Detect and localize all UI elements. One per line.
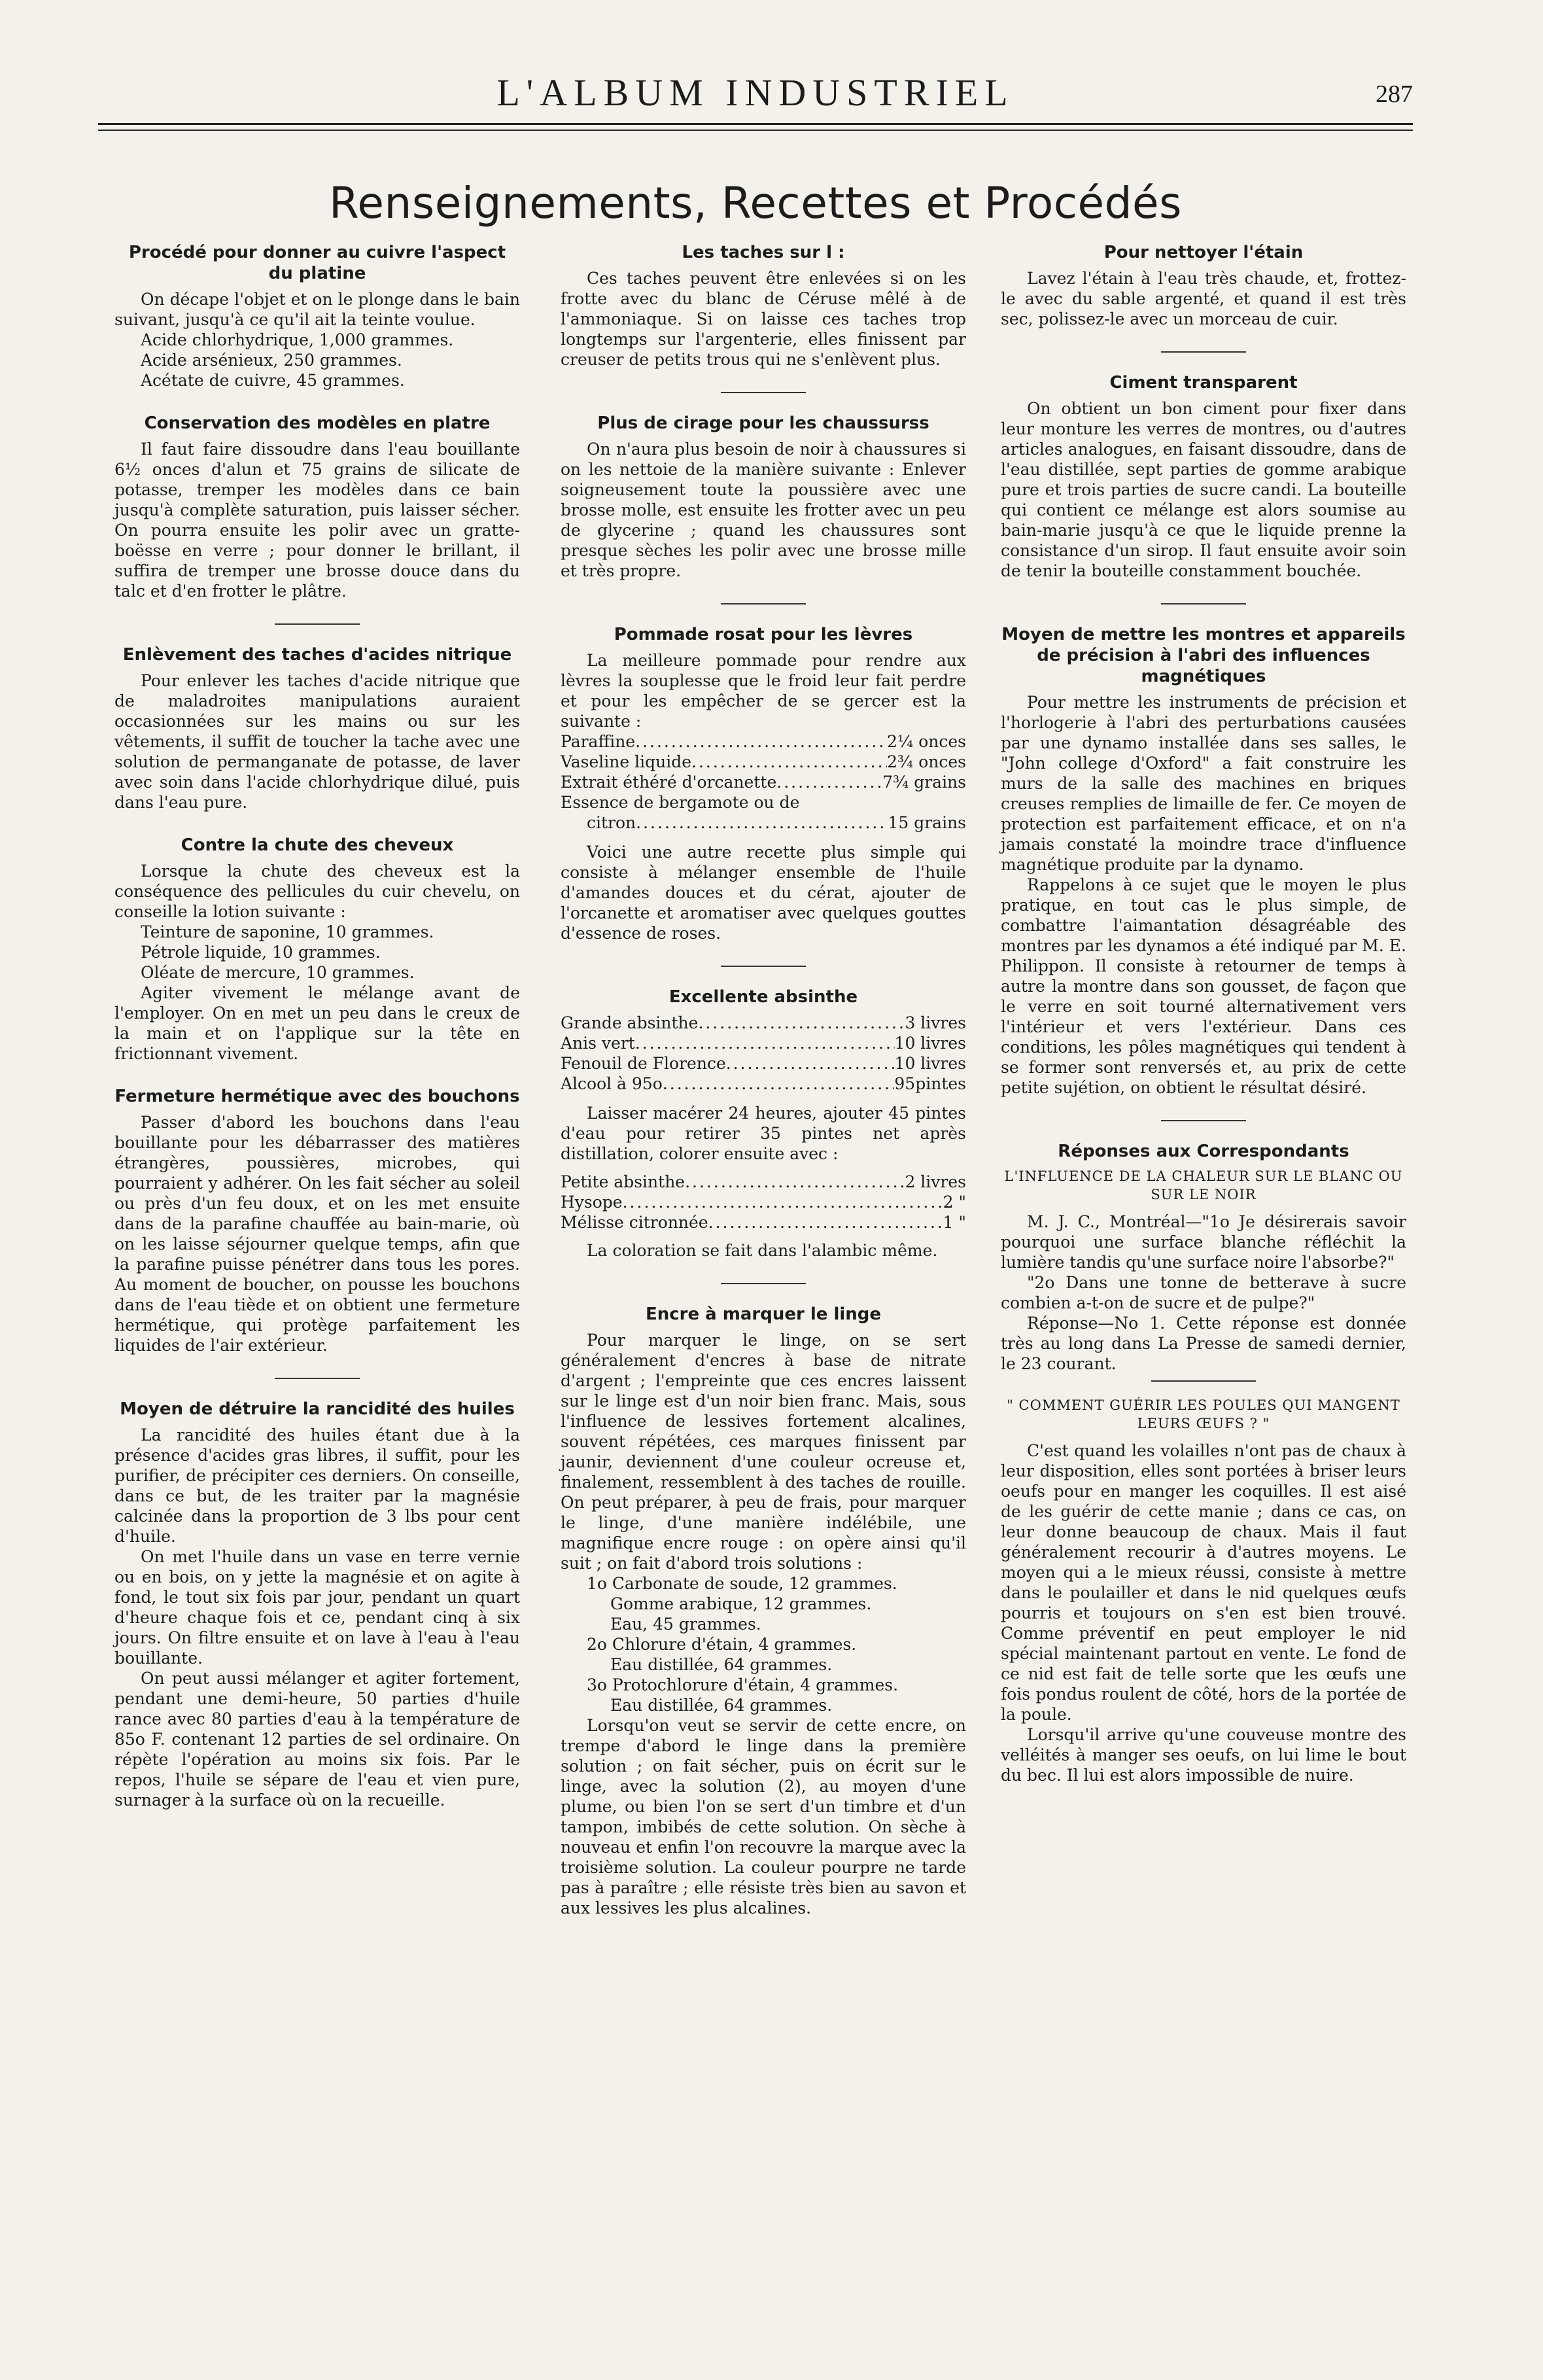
- article-title: Conservation des modèles en platre: [144, 413, 491, 433]
- article-montres-magnetiques: [1001, 624, 1406, 1098]
- article-title: Ciment transparent: [1109, 373, 1298, 393]
- article-paragraph: M. J. C., Montréal—"1o Je désirerais savoir pourquoi une surface blanche réfléchit la lumière tandis qu'une surface noire l'absorbe?": [1001, 1212, 1406, 1272]
- article-paragraph: Pour marquer le linge, on se sert généralement d'encres à base de nitrate d'argent ; l'empreinte que ces encres laissent sur le linge est d'un noir bien franc. Mais, sous l'influence de lessives fortement alcalines, souvent répétées, ces marques finissent par jaunir, deviennent d'une couleur ocreuse et, finalement, ressemblent à des taches de rouille. On peut préparer, à peu de frais, pour marquer le linge, d'une manière indélébile, une magnifique encre rouge : on opère ainsi qu'il suit ; on fait d'abord trois solutions :: [561, 1331, 966, 1573]
- column-middle: [561, 242, 966, 1940]
- article-columns: [114, 242, 1413, 2336]
- article-separator: [721, 1283, 806, 1284]
- ingredient-qty: 10 livres: [894, 1054, 966, 1073]
- ingredient-qty: 15 grains: [888, 813, 966, 832]
- ingredient-qty: 2 ": [943, 1193, 966, 1212]
- article-rancidite-huiles: [114, 1399, 520, 1810]
- article-title: Fermeture hermétique avec des bouchons: [114, 1087, 520, 1106]
- ingredient-name: Grande absinthe: [561, 1013, 699, 1032]
- article-title: Moyen de mettre les montres et appareils de précision à l'abri des influences magnétiques: [1001, 625, 1406, 686]
- recipe-line: Oléate de mercure, 10 grammes.: [141, 963, 415, 982]
- article-title: Les taches sur l :: [682, 243, 845, 262]
- article-paragraph: Voici une autre recette plus simple qui consiste à mélanger ensemble de l'huile d'amandes douces et du cérat, ajouter de l'orcanette et aromatiser avec quelques gouttes d'essence de roses.: [561, 843, 966, 943]
- article-paragraph: Agiter vivement le mélange avant de l'employer. On en met un peu dans le creux de la main et on l'applique sur la tête en frictionnant vivement.: [114, 983, 520, 1063]
- article-paragraph: Lavez l'étain à l'eau très chaude, et, frottez-le avec du sable argenté, et quand il est très sec, polissez-le avec un morceau de cuir.: [1001, 269, 1406, 328]
- ingredient-row: [561, 731, 966, 752]
- article-separator: [1161, 603, 1246, 604]
- article-modeles-platre: [114, 413, 520, 601]
- ingredient-qty: 10 livres: [894, 1034, 966, 1053]
- article-cirage-chaussures: [561, 413, 966, 581]
- recipe-line: Eau distillée, 64 grammes.: [610, 1696, 833, 1715]
- article-paragraph: La coloration se fait dans l'alambic même.: [587, 1241, 938, 1260]
- ingredient-row: [561, 1074, 966, 1094]
- article-paragraph: Il faut faire dissoudre dans l'eau bouillante 6½ onces d'alun et 75 grains de silicate de potasse, tremper les modèles dans ce bain jusqu'à complète saturation, puis laisser sécher. On pourra ensuite les polir avec un gratte-boësse en verre ; pour donner le brillant, il suffira de tremper une brosse douce dans du talc et d'en frotter le plâtre.: [114, 440, 520, 601]
- ingredient-qty: 1 ": [943, 1213, 966, 1232]
- article-title: Pour nettoyer l'étain: [1103, 243, 1304, 262]
- column-left: [114, 242, 520, 1832]
- article-nettoyer-etain: [1001, 242, 1406, 329]
- article-title: Plus de cirage pour les chaussurss: [597, 413, 929, 433]
- ingredient-name: Alcool à 95o: [561, 1074, 663, 1093]
- article-subheading: " COMMENT GUÉRIR LES POULES QUI MANGENT LEURS ŒUFS ? ": [1007, 1397, 1400, 1431]
- article-title: Encre à marquer le linge: [645, 1304, 882, 1324]
- article-title: Pommade rosat pour les lèvres: [614, 625, 913, 644]
- article-encre-linge: [561, 1304, 966, 1918]
- ingredient-name: Essence de bergamote ou de: [561, 793, 800, 812]
- ingredient-name: Vaseline liquide: [561, 752, 692, 771]
- recipe-line: Acétate de cuivre, 45 grammes.: [141, 371, 405, 390]
- ingredient-row: [561, 752, 966, 772]
- recipe-line: Acide chlorhydrique, 1,000 grammes.: [141, 330, 454, 349]
- article-separator: [1161, 1120, 1246, 1121]
- ingredient-row: [561, 1192, 966, 1212]
- article-paragraph: On met l'huile dans un vase en terre vernie ou en bois, on y jette la magnésie et on agite à fond, le tout six fois par jour, pendant un quart d'heure chaque fois et ce, pendant cinq à six jours. On filtre ensuite et on lave à l'eau à l'eau bouillante.: [114, 1547, 520, 1668]
- article-paragraph: Ces taches peuvent être enlevées si on les frotte avec du blanc de Céruse mêlé à de l'ammoniaque. Si on laisse ces taches trop longtemps sur l'argenterie, elles finissent par creuser de petits trous qui ne s'enlèvent plus.: [561, 269, 966, 369]
- article-paragraph: La rancidité des huiles étant due à la présence d'acides gras libres, il suffit, pour les purifier, de précipiter ces derniers. On conseille, dans ce but, de les traiter par la magnésie calcinée dans la proportion de 3 lbs pour cent d'huile.: [114, 1426, 520, 1546]
- ingredient-row: [561, 1212, 966, 1233]
- article-paragraph: Lorsque la chute des cheveux est la conséquence des pellicules du cuir chevelu, on conseille la lotion suivante :: [114, 862, 520, 921]
- article-title: Réponses aux Correspondants: [1058, 1142, 1349, 1161]
- article-absinthe: [561, 987, 966, 1261]
- article-paragraph: Lorsqu'on veut se servir de cette encre, on trempe d'abord le linge dans la première solution ; on fait sécher, puis on écrit sur le linge, avec la solution (2), au moyen d'une plume, ou bien l'on se sert d'un timbre et d'un tampon, imbibés de cette solution. On sèche à nouveau et enfin l'on recouvre la marque avec la troisième solution. La couleur pourpre ne tarde pas à paraître ; elle résiste très bien au savon et aux lessives les plus alcalines.: [561, 1716, 966, 1917]
- article-separator: [721, 966, 806, 967]
- recipe-line: Eau distillée, 64 grammes.: [610, 1655, 833, 1674]
- ingredient-row: [561, 772, 966, 792]
- recipe-line: 3o Protochlorure d'étain, 4 grammes.: [587, 1675, 899, 1694]
- recipe-line: 1o Carbonate de soude, 12 grammes.: [587, 1574, 897, 1593]
- article-separator: [1161, 351, 1246, 353]
- ingredient-qty: 3 livres: [905, 1013, 966, 1032]
- ingredient-qty: 2 livres: [905, 1172, 966, 1191]
- article-taches-acides: [114, 644, 520, 813]
- recipe-line: Teinture de saponine, 10 grammes.: [141, 922, 434, 941]
- article-paragraph: Lorsqu'il arrive qu'une couveuse montre des velléités à manger ses oeufs, on lui lime le bout du bec. Il lui est alors impossible de nuire.: [1001, 1725, 1406, 1785]
- article-ciment-transparent: [1001, 372, 1406, 581]
- article-separator: [721, 392, 806, 393]
- recipe-line: Eau, 45 grammes.: [610, 1615, 761, 1634]
- article-paragraph: Pour enlever les taches d'acide nitrique que de maladroites manipulations auraient occasionnées sur les mains ou sur les vêtements, il suffit de toucher la tache avec une solution de permanganate de potasse, de laver avec soin dans l'acide chlorhydrique dilué, puis dans l'eau pure.: [114, 671, 520, 812]
- ingredient-name: Anis vert: [561, 1034, 635, 1053]
- article-paragraph: Rappelons à ce sujet que le moyen le plus pratique, en tout cas le plus simple, de combattre l'aimantation désagréable des montres par les dynamos a été indiqué par M. E. Philippon. Il consiste à retourner de temps à autre la montre dans son gousset, de façon que le verre en soit tourné alternativement vers l'intérieur et vers l'extérieur. Dans ces conditions, les pôles magnétiques qui tendent à se former sont renversés et, au prix de cette petite sujétion, on obtient le résultat désiré.: [1001, 875, 1406, 1097]
- article-paragraph: On peut aussi mélanger et agiter fortement, pendant une demi-heure, 50 parties d'huile rance avec 80 parties d'eau à la température de 85o F. contenant 12 parties de sel ordinaire. On répète l'opération au moins six fois. Par le repos, l'huile se sépare de l'eau et vien pure, surnager à la surface où on la recueille.: [114, 1669, 520, 1810]
- article-paragraph: On n'aura plus besoin de noir à chaussures si on les nettoie de la manière suivante : Enlever soigneusement toute la poussière avec une brosse molle, est ensuite les frotter avec un peu de glycerine ; quand les chaussures sont presque sèches les polir avec une brosse mille et très propre.: [561, 440, 966, 580]
- article-paragraph: Laisser macérer 24 heures, ajouter 45 pintes d'eau pour retirer 35 pintes net après distillation, colorer ensuite avec :: [561, 1104, 966, 1163]
- ingredient-name: citron: [587, 813, 636, 832]
- article-separator: [1151, 1380, 1256, 1382]
- article-title: Enlèvement des taches d'acides nitrique: [122, 645, 512, 665]
- article-chute-cheveux: [114, 835, 520, 1064]
- header-rule: [98, 123, 1413, 125]
- recipe-line: 2o Chlorure d'étain, 4 grammes.: [587, 1635, 857, 1654]
- article-title: Procédé pour donner au cuivre l'aspect du platine: [128, 243, 506, 283]
- article-title: Excellente absinthe: [668, 987, 858, 1007]
- article-paragraph: "2o Dans une tonne de betterave à sucre combien a-t-on de sucre et de pulpe?": [1001, 1273, 1406, 1312]
- ingredient-qty: 2¾ onces: [887, 752, 966, 771]
- article-taches-argenterie: [561, 242, 966, 370]
- ingredient-qty: 95pintes: [894, 1074, 966, 1093]
- article-paragraph: Pour mettre les instruments de précision et l'horlogerie à l'abri des perturbations causées par une dynamo installée dans ses salles, le "John college d'Oxford" a fait construire les murs de la salle des machines en briques creuses remplies de limaille de fer. Ce moyen de protection est parfaitement efficace, et on n'a jamais constaté la moindre trace d'influence magnétique produite par la dynamo.: [1001, 693, 1406, 874]
- article-paragraph: On obtient un bon ciment pour fixer dans leur monture les verres de montres, ou d'autres articles analogues, en faisant dissoudre, dans de l'eau distillée, sept parties de gomme arabique pure et trois parties de sucre candi. La bouteille qui contient ce mélange est alors soumise au bain-marie jusqu'à ce que le liquide prenne la consistance d'un sirop. Il faut ensuite avoir soin de tenir la bouteille constamment bouchée.: [1001, 399, 1406, 580]
- article-paragraph: C'est quand les volailles n'ont pas de chaux à leur disposition, elles sont portées à briser leurs oeufs pour en manger les coquilles. Il est aisé de les guérir de cette manie ; dans ce cas, on leur donne beaucoup de chaux. Mais il faut généralement recourir à d'autres moyens. Le moyen qui a le mieux réussi, consiste à mettre dans le poulailler et dans le nid quelques œufs pourris et toujours on s'en est bien trouvé. Comme préventif en peut employer le nid spécial maintenant partout en vente. Le fond de ce nid est fait de telle sorte que les œufs une fois pondus roulent de côté, hors de la portée de la poule.: [1001, 1441, 1406, 1724]
- header-rule-thin: [98, 130, 1413, 131]
- article-reponses-correspondants: [1001, 1141, 1406, 1785]
- ingredient-row: [561, 1172, 966, 1192]
- ingredient-qty: 2¼ onces: [887, 732, 966, 751]
- ingredient-row: [561, 792, 966, 813]
- recipe-line: Acide arsénieux, 250 grammes.: [141, 351, 402, 370]
- ingredient-name: Mélisse citronnée: [561, 1213, 708, 1232]
- article-paragraph: Réponse—No 1. Cette réponse est donnée très au long dans La Presse de samedi dernier, le 23 courant.: [1001, 1314, 1406, 1373]
- ingredient-name: Paraffine: [561, 732, 636, 751]
- ingredient-row: [561, 813, 966, 833]
- column-right: [1001, 242, 1406, 1808]
- ingredient-name: Hysope: [561, 1193, 623, 1212]
- article-separator: [721, 603, 806, 604]
- page-header: [98, 71, 1413, 123]
- article-separator: [275, 1378, 360, 1379]
- article-separator: [275, 623, 360, 625]
- page-number: 287: [1376, 80, 1413, 108]
- article-title: Moyen de détruire la rancidité des huiles: [120, 1399, 515, 1419]
- ingredient-row: [561, 1053, 966, 1074]
- section-title: Renseignements, Recettes et Procédés: [328, 178, 1182, 229]
- recipe-line: Gomme arabique, 12 grammes.: [610, 1594, 872, 1613]
- ingredient-row: [561, 1033, 966, 1053]
- article-fermeture-hermetique: [114, 1086, 520, 1356]
- article-pommade-rosat: [561, 624, 966, 943]
- ingredient-name: Petite absinthe: [561, 1172, 685, 1191]
- ingredient-row: [561, 1013, 966, 1033]
- journal-title: L'ALBUM INDUSTRIEL: [496, 71, 1014, 114]
- article-subheading: L'INFLUENCE DE LA CHALEUR SUR LE BLANC OU SUR LE NOIR: [1004, 1168, 1403, 1202]
- article-paragraph: On décape l'objet et on le plonge dans le bain suivant, jusqu'à ce qu'il ait la teinte voulue.: [114, 290, 520, 329]
- ingredient-name: Fenouil de Florence: [561, 1054, 726, 1073]
- ingredient-qty: 7¾ grains: [882, 773, 966, 792]
- article-cuivre-platine: [114, 242, 520, 391]
- article-paragraph: Passer d'abord les bouchons dans l'eau bouillante pour les débarrasser des matières étrangères, poussières, microbes, qui pourraient y adhérer. On les fait sécher au soleil ou près d'un feu doux, et on les met ensuite dans de la parafine chauffée au bain-marie, où on les laisse séjourner quelque temps, afin que la parafine puisse pénétrer dans tous les pores. Au moment de boucher, on pousse les bouchons dans de l'eau tiède et on obtient une fermeture hermétique, qui protège parfaitement les liquides de l'air extérieur.: [114, 1113, 520, 1355]
- article-paragraph: La meilleure pommade pour rendre aux lèvres la souplesse que le froid leur fait perdre et pour les empêcher de se gercer est la suivante :: [561, 651, 966, 731]
- article-title: Contre la chute des cheveux: [181, 835, 454, 855]
- ingredient-name: Extrait éthéré d'orcanette: [561, 773, 777, 792]
- recipe-line: Pétrole liquide, 10 grammes.: [141, 943, 381, 962]
